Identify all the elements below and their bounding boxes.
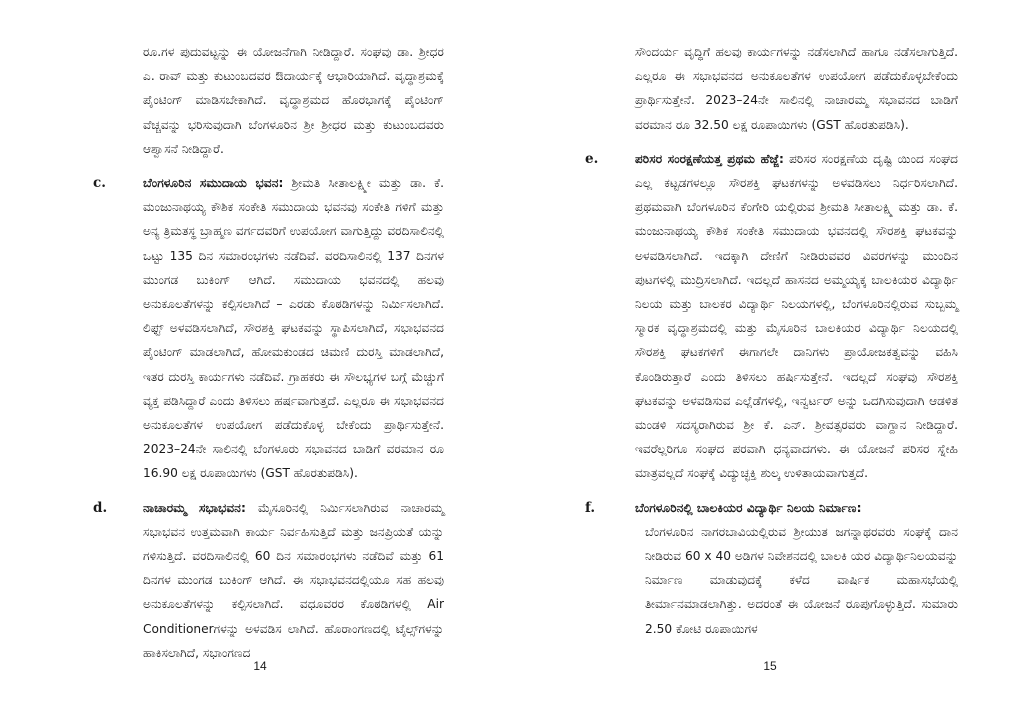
item-body: ಬೆಂಗಳೂರಿನ ನಾಗರಬಾವಿಯಲ್ಲಿರುವ ಶ್ರೀಯುತ ಜಗನ್ನಾಥರವರು ಸಂಘಕ್ಕೆ ದಾನ ನೀಡಿರುವ 60 x 40 ಅಡಿಗಳ ನಿವೇಶನದಲ್ಲಿ ಬಾಲಕಿ ಯರ ವಿದ್ಯಾರ್ಥಿನಿಲಯವನ್ನು ನಿರ್ಮಾಣ ಮಾಡುವುದಕ್ಕೆ ಕಳೆದ ವಾರ್ಷಿಕ ಮಹಾಸಭೆಯಲ್ಲಿ ತೀರ್ಮಾನಮಾಡಲಾಗಿತ್ತು. ಅದರಂತೆ ಈ ಯೋಜನೆ ರೂಪುಗೊಳ್ಳುತ್ತಿದೆ. ಸುಮಾರು 2.50 ಕೋಟಿ ರೂಪಾಯಿಗಳ [645, 524, 958, 636]
paragraph-intro-right [600, 40, 958, 137]
right-page [512, 0, 1024, 724]
item-heading: ಬೆಂಗಳೂರಿನ ಸಮುದಾಯ ಭವನ: [143, 176, 284, 191]
page-number: 14 [253, 659, 267, 673]
list-letter: d. [93, 499, 108, 516]
item-body: ಶ್ರೀಮತಿ ಸೀತಾಲಕ್ಷ್ಮೀ ಮತ್ತು ಡಾ. ಕೆ. ಮಂಜುನಾಥಯ್ಯ ಕೌಶಿಕ ಸಂಕೇತಿ ಸಮುದಾಯ ಭವನವು ಸಂಕೇತಿ ಗಳಿಗೆ ಮತ್ತು ಅನ್ಯ ತ್ರಿಮತಸ್ಥ ಬ್ರಾಹ್ಮಣ ವರ್ಗದವರಿಗೆ ಉಪಯೋಗ ವಾಗುತ್ತಿದ್ದು ವರದಿಸಾಲಿನಲ್ಲಿ ಒಟ್ಟು 135 ದಿನ ಸಮಾರಂಭಗಳು ನಡೆದಿವೆ. ವರದಿಸಾಲಿನಲ್ಲಿ 137 ದಿನಗಳ ಮುಂಗಡ ಬುಕಿಂಗ್ ಆಗಿದೆ. ಸಮುದಾಯ ಭವನದಲ್ಲಿ ಹಲವು ಅನುಕೂಲತೆಗಳನ್ನು ಕಲ್ಪಿಸಲಾಗಿದೆ – ಎರಡು ಕೊಠಡಿಗಳನ್ನು ನಿರ್ಮಿಸಲಾಗಿದೆ. ಲಿಫ್ಟ್ ಅಳವಡಿಸಲಾಗಿದೆ, ಸೌರಶಕ್ತಿ ಘಟಕವನ್ನು ಸ್ಥಾಪಿಸಲಾಗಿದೆ, ಸಭಾಭವನದ ಪೈಂಟಿಂಗ್ ಮಾಡಲಾಗಿದೆ, ಹೋಮಕುಂಡದ ಚಿಮಣಿ ದುರಸ್ತಿ ಮಾಡಲಾಗಿದೆ, ಇತರ ದುರಸ್ತಿ ಕಾರ್ಯಗಳು ನಡೆದಿವೆ. ಗ್ರಾಹಕರು ಈ ಸೌಲಭ್ಯಗಳ ಬಗ್ಗೆ ಮೆಚ್ಚುಗೆ ವ್ಯಕ್ತ ಪಡಿಸಿದ್ದಾರೆ ಎಂದು ತಿಳಿಸಲು ಹರ್ಷವಾಗುತ್ತದೆ. ಎಲ್ಲರೂ ಈ ಸಭಾಭವನದ ಅನುಕೂಲತೆಗಳ ಉಪಯೋಗ ಪಡೆದುಕೊಳ್ಳ ಬೇಕೆಂದು ಪ್ರಾರ್ಥಿಸುತ್ತೇನೆ. 2023–24ನೇ ಸಾಲಿನಲ್ಲಿ ಬೆಂಗಳೂರು ಸಭಾವನದ ಬಾಡಿಗೆ ವರಮಾನ ರೂ 16.90 ಲಕ್ಷ ರೂಪಾಯಿಗಳು (GST ಹೊರತುಪಡಿಸಿ). [143, 176, 444, 481]
left-text-column [93, 40, 444, 665]
right-text-column [585, 40, 958, 641]
list-letter: f. [585, 499, 596, 516]
item-heading: ಬೆಂಗಳೂರಿನಲ್ಲಿ ಬಾಲಕಿಯರ ವಿದ್ಯಾರ್ಥಿ ನಿಲಯ ನಿರ್ಮಾಣ: [635, 500, 862, 515]
item-body: ಮೈಸೂರಿನಲ್ಲಿ ನಿರ್ಮಿಸಲಾಗಿರುವ ನಾಚಾರಮ್ಮ ಸಭಾಭವನ ಉತ್ತಮವಾಗಿ ಕಾರ್ಯ ನಿರ್ವಹಿಸುತ್ತಿದೆ ಮತ್ತು ಜನಪ್ರಿಯತೆ ಯನ್ನು ಗಳಿಸುತ್ತಿದೆ. ವರದಿಸಾಲಿನಲ್ಲಿ 60 ದಿನ ಸಮಾರಂಭಗಳು ನಡೆದಿವೆ ಮತ್ತು 61 ದಿನಗಳ ಮುಂಗಡ ಬುಕಿಂಗ್ ಆಗಿದೆ. ಈ ಸಭಾಭವನದಲ್ಲಿಯೂ ಸಹ ಹಲವು ಅನುಕೂಲತೆಗಳನ್ನು ಕಲ್ಪಿಸಲಾಗಿದೆ. ವಧೂವರರ ಕೊಠಡಿಗಳಲ್ಲಿ Air Conditionerಗಳನ್ನು ಅಳವಡಿಸ ಲಾಗಿದೆ. ಹೊರಾಂಗಣದಲ್ಲಿ ಟೈಲ್ಸ್‌ಗಳನ್ನು ಹಾಕಿಸಲಾಗಿದೆ, ಸಭಾಂಗಣದ [143, 500, 444, 660]
paragraph-intro-left [108, 40, 444, 161]
list-letter: e. [585, 150, 599, 167]
list-item-f [585, 496, 958, 641]
item-body: ಪರಿಸರ ಸಂರಕ್ಷಣೆಯ ದೃಷ್ಟಿ ಯಿಂದ ಸಂಘದ ಎಲ್ಲ ಕಟ್ಟಡಗಳಲ್ಲೂ ಸೌರಶಕ್ತಿ ಘಟಕಗಳನ್ನು ಅಳವಡಿಸಲು ನಿರ್ಧರಿಸಲಾಗಿದೆ. ಪ್ರಥಮವಾಗಿ ಬೆಂಗಳೂರಿನ ಕೆಂಗೇರಿ ಯಲ್ಲಿರುವ ಶ್ರೀಮತಿ ಸೀತಾಲಕ್ಷ್ಮಿ ಮತ್ತು ಡಾ. ಕೆ. ಮಂಜುನಾಥಯ್ಯ ಕೌಶಿಕ ಸಂಕೇತಿ ಸಮುದಾಯ ಭವನದಲ್ಲಿ ಸೌರಶಕ್ತಿ ಘಟಕವನ್ನು ಅಳವಡಿಸಲಾಗಿದೆ. ಇದಕ್ಕಾಗಿ ದೇಣಿಗೆ ನೀಡಿರುವವರ ವಿವರಗಳನ್ನು ಮುಂದಿನ ಪುಟಗಳಲ್ಲಿ ಮುದ್ರಿಸಲಾಗಿದೆ. ಇದಲ್ಲದೆ ಹಾಸನದ ಅಮ್ಮಯ್ಯಕ್ಕ ಬಾಲಕಿಯರ ವಿದ್ಯಾರ್ಥಿ ನಿಲಯ ಮತ್ತು ಬಾಲಕರ ವಿದ್ಯಾರ್ಥಿ ನಿಲಯಗಳಲ್ಲಿ, ಬೆಂಗಳೂರಿನಲ್ಲಿರುವ ಸುಬ್ಬಮ್ಮ ಸ್ಮಾರಕ ವೃದ್ಧಾಶ್ರಮದಲ್ಲಿ ಮತ್ತು ಮೈಸೂರಿನ ಬಾಲಕಿಯರ ವಿದ್ಯಾರ್ಥಿ ನಿಲಯದಲ್ಲಿ ಸೌರಶಕ್ತಿ ಘಟಕಗಳಿಗೆ ಈಗಾಗಲೇ ದಾನಿಗಳು ಪ್ರಾಯೋಜಕತ್ವವನ್ನು ವಹಿಸಿ ಕೊಂಡಿರುತ್ತಾರೆ ಎಂದು ತಿಳಿಸಲು ಹರ್ಷಿಸುತ್ತೇನೆ. ಇದಲ್ಲದೆ ಸಂಘವು ಸೌರಶಕ್ತಿ ಘಟಕವನ್ನು ಅಳವಡಿಸುವ ಎಲ್ಲೆಡೆಗಳಲ್ಲಿ, ಇನ್ವರ್ಟರ್ ಅನ್ನು ಒದಗಿಸುವುದಾಗಿ ಆಡಳಿತ ಮಂಡಳಿ ಸದಸ್ಯರಾಗಿರುವ ಶ್ರೀ ಕೆ. ಎನ್. ಶ್ರೀವತ್ಸರವರು ವಾಗ್ದಾನ ನೀಡಿದ್ದಾರೆ. ಇವರೆಲ್ಲರಿಗೂ ಸಂಘದ ಪರವಾಗಿ ಧನ್ಯವಾದಗಳು. ಈ ಯೋಜನೆ ಪರಿಸರ ಸ್ನೇಹಿ ಮಾತ್ರವಲ್ಲದೆ ಸಂಘಕ್ಕೆ ವಿದ್ಯುಚ್ಛಕ್ತಿ ಶುಲ್ಕ ಉಳಿತಾಯವಾಗುತ್ತದೆ. [635, 151, 958, 481]
list-item-d [93, 496, 444, 665]
list-item-c [93, 171, 444, 486]
paragraph-text: ರೂ.ಗಳ ಪುದುವಟ್ಟನ್ನು ಈ ಯೋಜನೆಗಾಗಿ ನೀಡಿದ್ದಾರೆ. ಸಂಘವು ಡಾ. ಶ್ರೀಧರ ಎ. ರಾವ್ ಮತ್ತು ಕುಟುಂಬದವರ ಔದಾರ್ಯಕ್ಕೆ ಆಭಾರಿಯಾಗಿದೆ. ವೃದ್ಧಾಶ್ರಮಕ್ಕೆ ಪೈಂಟಿಂಗ್ ಮಾಡಿಸಬೇಕಾಗಿದೆ. ವೃದ್ಧಾಶ್ರಮದ ಹೊರಭಾಗಕ್ಕೆ ಪೈಂಟಿಂಗ್ ವೆಚ್ಚವನ್ನು ಭರಿಸುವುದಾಗಿ ಬೆಂಗಳೂರಿನ ಶ್ರೀ ಶ್ರೀಧರ ಮತ್ತು ಕುಟುಂಬದವರು ಆಶ್ವಾಸನೆ ನೀಡಿದ್ದಾರೆ. [143, 45, 444, 156]
page-number: 15 [763, 659, 777, 673]
list-item-e [585, 147, 958, 486]
paragraph-text: ಸೌಂದರ್ಯ ವೃದ್ಧಿಗೆ ಹಲವು ಕಾರ್ಯಗಳನ್ನು ನಡೆಸಲಾಗಿದೆ ಹಾಗೂ ನಡೆಸಲಾಗುತ್ತಿದೆ. ಎಲ್ಲರೂ ಈ ಸಭಾಭವನದ ಅನುಕೂಲತೆಗಳ ಉಪಯೋಗ ಪಡೆದುಕೊಳ್ಳಬೇಕೆಂದು ಪ್ರಾರ್ಥಿಸುತ್ತೇನೆ. 2023–24ನೇ ಸಾಲಿನಲ್ಲಿ ನಾಚಾರಮ್ಮ ಸಭಾವನದ ಬಾಡಿಗೆ ವರಮಾನ ರೂ 32.50 ಲಕ್ಷ ರೂಪಾಯಿಗಳು (GST ಹೊರತುಪಡಿಸಿ). [635, 45, 958, 132]
item-heading: ನಾಚಾರಮ್ಮ ಸಭಾಭವನ: [143, 500, 246, 515]
item-heading: ಪರಿಸರ ಸಂರಕ್ಷಣೆಯತ್ತ ಪ್ರಥಮ ಹೆಜ್ಜೆ: [635, 151, 784, 166]
list-letter: c. [93, 175, 106, 192]
